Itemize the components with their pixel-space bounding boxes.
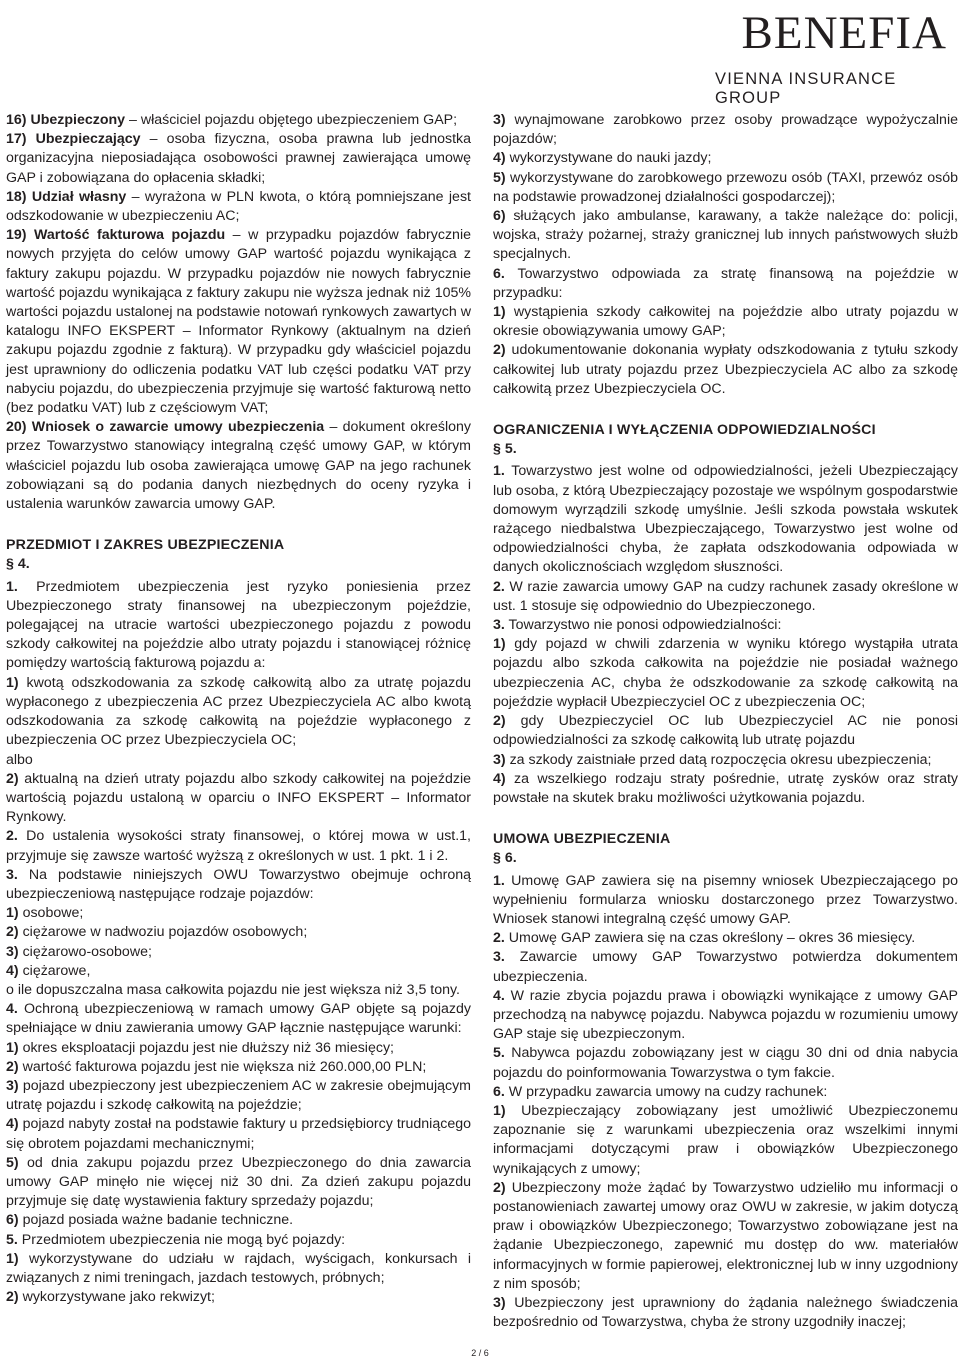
paragraph-5-3-1: 1) gdy pojazd w chwili zdarzenia w wyniku którego wystąpiła utrata pojazdu albo szkoda całkowita na pojeździe nie posiadał ważnego ubezpieczenia AC, chyba że odszkodowanie za szkodę całkowitą na pojeździe wypłacił Ubezpieczyciel OC z ubezpieczenia OC;	[493, 636, 958, 710]
paragraph-4-1: 1. Przedmiotem ubezpieczenia jest ryzyko poniesienia przez Ubezpieczonego straty finansowej na ubezpieczonym pojeździe, polegającej na utracie wartości ubezpieczonego pojazdu z powodu szkody całkowitej na pojeździe albo utraty pojazdu i stanowiącej różnicę pomiędzy wartością fakturową pojazdu a:	[6, 578, 471, 672]
page-number: 2 / 6	[471, 1348, 489, 1358]
paragraph-6-6: 6. W przypadku zawarcia umowy na cudzy rachunek:	[493, 1083, 828, 1100]
definition-16: 16) Ubezpieczony – właściciel pojazdu objętego ubezpieczeniem GAP;	[6, 112, 458, 128]
paragraph-4-5-4: 4) wykorzystywane do nauki jazdy;	[493, 150, 712, 167]
paragraph-4-3-3: 3) ciężarowo-osobowe;	[6, 943, 152, 960]
definition-18: 18) Udział własny – wyrażona w PLN kwota, o którą pomniejszane jest odszkodowanie w ubezpieczeniu AC;	[6, 188, 471, 225]
paragraph-4-4-3: 3) pojazd ubezpieczony jest ubezpieczeniem AC w zakresie obejmującym utratę pojazdu i szkodę całkowitą na pojeździe;	[6, 1077, 471, 1114]
right-column	[493, 111, 958, 1332]
paragraph-5-3-4: 4) za wszelkiego rodzaju straty pośrednie, utratę zysków oraz straty powstałe na skutek braku możliwości użytkowania pojazdu.	[493, 770, 958, 806]
section-number-6: § 6.	[493, 850, 517, 867]
paragraph-6-6-2: 2) Ubezpieczony może żądać by Towarzystwo udzieliło mu informacji o postanowieniach zawartej umowy oraz OWU w zakresie, w jakim dotyczą praw i obowiązków Ubezpieczonego; Towarzystwo zobowiązane jest na żądanie Ubezpieczonego, zapewnić mu dostęp do ww. materiałów informacyjnych w formie papierowej, elektronicznej lub w inny uzgodniony z nim sposób;	[493, 1179, 958, 1292]
paragraph-6-4: 4. W razie zbycia pojazdu prawa i obowiązki wynikające z umowy GAP przechodzą na nabywcę pojazdu. Nabywca pojazdu w rozumieniu umowy GAP staje się ubezpieczonym.	[493, 987, 958, 1043]
paragraph-albo: albo	[6, 751, 33, 768]
paragraph-4-5-2: 2) wykorzystywane jako rekwizyt;	[6, 1289, 215, 1306]
paragraph-4-4-2: 2) wartość fakturowa pojazdu jest nie większa niż 260.000,00 PLN;	[6, 1058, 427, 1075]
definition-17: 17) Ubezpieczający – osoba fizyczna, osoba prawna lub jednostka organizacyjna nieposiadająca osobowości prawnej zawierająca umowę GAP i zobowiązana do opłacenia składki;	[6, 131, 471, 186]
paragraph-4-5-3: 3) wynajmowane zarobkowo przez osoby prowadzące wypożyczalnie pojazdów;	[493, 112, 958, 148]
paragraph-6-2: 2. Umowę GAP zawiera się na czas określony – okres 36 miesięcy.	[493, 930, 916, 947]
paragraph-6-6-1: 1) Ubezpieczający zobowiązany jest umożliwić Ubezpieczonemu zapoznanie się z warunkami ubezpieczenia oraz wszelkimi innymi informacjami dotyczącymi praw i obowiązków Ubezpieczonego wynikających z umowy;	[493, 1102, 958, 1177]
paragraph-4-3-4: 4) ciężarowe,	[6, 962, 91, 979]
paragraph-4-6-1: 1) wystąpienia szkody całkowitej na pojeździe albo utraty pojazdu w okresie obowiązywania umowy GAP;	[493, 304, 958, 340]
paragraph-4-1-1: 1) kwotą odszkodowania za szkodę całkowitą albo za utratę pojazdu wypłaconego z ubezpieczenia AC przez Ubezpieczyciela AC albo kwotą odszkodowania za szkodę całkowitą na pojeździe wypłaconego z ubezpieczenia OC przez Ubezpieczyciela OC;	[6, 674, 471, 749]
paragraph-4-5-1: 1) wykorzystywane do udziału w rajdach, wyścigach, konkursach i związanych z nimi treningach, jazdach testowych, próbnych;	[6, 1250, 471, 1286]
paragraph-5-1: 1. Towarzystwo jest wolne od odpowiedzialności, jeżeli Ubezpieczający lub osoba, z którą Ubezpieczający pozostaje we wspólnym gospodarstwie domowym wyrządzili szkodę umyślnie. Jeśli szkoda powstała wskutek rażącego niedbalstwa Ubezpieczającego, Towarzystwo jest wolne od odpowiedzialności chyba, że zapłata odszkodowania odpowiada w danych okolicznościach względom słuszności.	[493, 463, 958, 576]
benefia-logo	[715, 7, 955, 107]
paragraph-4-4-4: 4) pojazd nabyty został na podstawie faktury u przedsiębiorcy trudniącego się obrotem pojazdami mechanicznymi;	[6, 1116, 471, 1152]
paragraph-4-3-note: o ile dopuszczalna masa całkowita pojazdu nie jest większa niż 3,5 tony.	[6, 981, 460, 998]
paragraph-4-3-1: 1) osobowe;	[6, 905, 84, 922]
paragraph-4-4-6: 6) pojazd posiada ważne badanie techniczne.	[6, 1212, 294, 1229]
definition-20: 20) Wniosek o zawarcie umowy ubezpieczenia – dokument określony przez Towarzystwo stanowiący integralną część umowy GAP, w którym właściciel pojazdu lub osoba zawierająca umowę GAP na jego rachunek zobowiązani są do podania danych niezbędnych do oceny ryzyka i ustalenia warunków zawarcia umowy GAP.	[6, 419, 471, 513]
section-heading-ograniczenia: OGRANICZENIA I WYŁĄCZENIA ODPOWIEDZIALNOŚCI	[493, 422, 876, 439]
logo-subtitle: VIENNA INSURANCE GROUP	[715, 70, 897, 107]
section-number-5: § 5.	[493, 441, 517, 458]
paragraph-5-3-2: 2) gdy Ubezpieczyciel OC lub Ubezpieczyciel AC nie ponosi odpowiedzialności za szkodę całkowitą lub utratę pojazdu	[493, 713, 958, 749]
definition-19: 19) Wartość fakturowa pojazdu – w przypadku pojazdów fabrycznie nowych przyjęta do celów umowy GAP wartość pojazdu wynikająca z faktury zakupu pojazdu. W przypadku pojazdów nie nowych fabrycznie wartość pojazdu wynikająca z faktury zakupu nie wyższa jednak niż 105% wartości pojazdu ustalonej na podstawie notowań rynkowych zawartych w katalogu INFO EKSPERT – Informator Rynkowy (aktualnym na dzień zakupu pojazdu zgodnie z fakturą). W przypadku gdy właściciel pojazdu jest uprawniony do odliczenia podatku VAT lub części podatku VAT przy nabyciu pojazdu, do ubezpieczenia przyjmuje się wartość fakturową netto (bez podatku VAT) lub z częściowym VAT;	[6, 227, 471, 417]
paragraph-4-5-5: 5) wykorzystywane do zarobkowego przewozu osób (TAXI, przewóz osób na podstawie prowadzonej działalności gospodarczej);	[493, 169, 958, 205]
paragraph-4-4-5: 5) od dnia zakupu pojazdu przez Ubezpieczonego do dnia zawarcia umowy GAP minęło nie więcej niż 30 dni. Za dzień zakupu pojazdu przyjmuje się datę wystawienia faktury sprzedaży pojazdu;	[6, 1154, 471, 1210]
paragraph-4-3-2: 2) ciężarowe w nadwoziu pojazdów osobowych;	[6, 924, 308, 941]
paragraph-6-6-3: 3) Ubezpieczony jest uprawniony do żądania należnego świadczenia bezpośrednio od Towarzystwa, chyba że strony uzgodniły inaczej;	[493, 1294, 958, 1331]
section-number-4: § 4.	[6, 556, 30, 573]
paragraph-4-4: 4. Ochroną ubezpieczeniową w ramach umowy GAP objęte są pojazdy spełniające w dniu zawierania umowy GAP łącznie następujące warunki:	[6, 1001, 471, 1037]
paragraph-4-2: 2. Do ustalenia wysokości straty finansowej, o której mowa w ust.1, przyjmuje się zawsze wartość wyższą z określonych w ust. 1 pkt. 1 i 2.	[6, 828, 471, 864]
paragraph-4-6-2: 2) udokumentowanie dokonania wypłaty odszkodowania z tytułu szkody całkowitej lub utraty pojazdu przez Ubezpieczyciela AC albo za szkodę całkowitą przez Ubezpieczyciela OC.	[493, 342, 958, 397]
paragraph-5-3: 3. Towarzystwo nie ponosi odpowiedzialności:	[493, 617, 782, 634]
paragraph-4-4-1: 1) okres eksploatacji pojazdu jest nie dłuższy niż 36 miesięcy;	[6, 1039, 394, 1056]
section-heading-umowa: UMOWA UBEZPIECZENIA	[493, 831, 671, 848]
section-heading-przedmiot: PRZEDMIOT I ZAKRES UBEZPIECZENIA	[6, 537, 285, 554]
paragraph-4-3: 3. Na podstawie niniejszych OWU Towarzystwo obejmuje ochroną ubezpieczeniową następujące rodzaje pojazdów:	[6, 866, 471, 902]
paragraph-6-1: 1. Umowę GAP zawiera się na pisemny wniosek Ubezpieczającego po wypełnieniu formularza wniosku dostarczonego przez Towarzystwo. Wniosek stanowi integralną część umowy GAP.	[493, 872, 958, 927]
paragraph-4-6: 6. Towarzystwo odpowiada za stratę finansową na pojeździe w przypadku:	[493, 265, 958, 301]
paragraph-4-5: 5. Przedmiotem ubezpieczenia nie mogą być pojazdy:	[6, 1231, 346, 1248]
paragraph-5-2: 2. W razie zawarcia umowy GAP na cudzy rachunek zasady określone w ust. 1 stosuje się odpowiednio do Ubezpieczonego.	[493, 578, 958, 614]
paragraph-4-5-6: 6) służących jako ambulanse, karawany, a także należące do: policji, wojska, straży pożarnej, straży granicznej lub innych państwowych służb specjalnych.	[493, 208, 958, 263]
paragraph-4-1-2: 2) aktualną na dzień utraty pojazdu albo szkody całkowitej na pojeździe wartością pojazdu ustaloną w oparciu o INFO EKSPERT – Informator Rynkowy.	[6, 770, 471, 826]
paragraph-6-3: 3. Zawarcie umowy GAP Towarzystwo potwierdza dokumentem ubezpieczenia.	[493, 949, 958, 985]
logo-wordmark: BENEFIA	[741, 7, 947, 59]
paragraph-5-3-3: 3) za szkody zaistniałe przed datą rozpoczęcia okresu ubezpieczenia;	[493, 751, 932, 768]
left-column	[6, 111, 471, 1307]
paragraph-6-5: 5. Nabywca pojazdu zobowiązany jest w ciągu 30 dni od dnia nabycia pojazdu do poinformowania Towarzystwa o tym fakcie.	[493, 1045, 958, 1081]
